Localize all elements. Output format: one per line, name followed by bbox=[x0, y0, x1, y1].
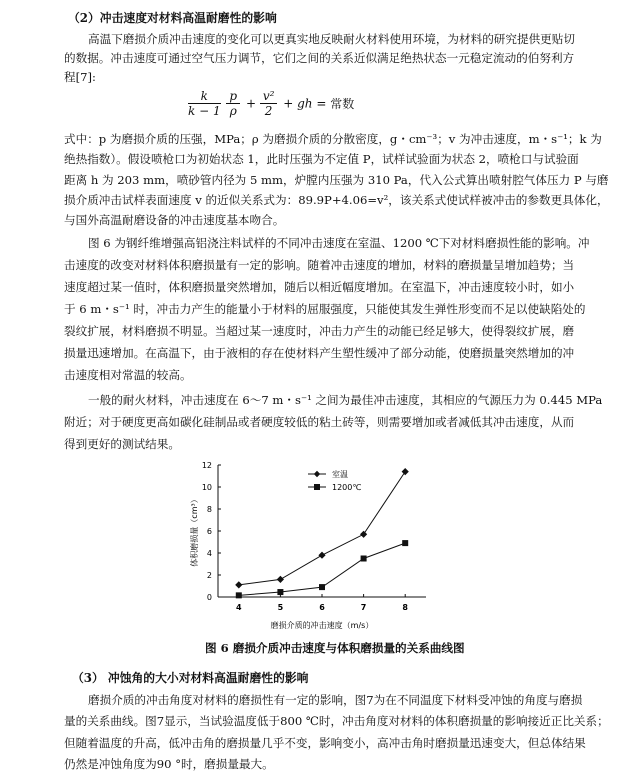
formula-constant: 常数 bbox=[330, 97, 355, 111]
x-tick-label: 7 bbox=[360, 603, 367, 612]
chart-axes bbox=[190, 461, 426, 630]
paragraph-line: 得到更好的测试结果。 bbox=[64, 437, 180, 451]
wear-vs-velocity-chart bbox=[190, 457, 440, 637]
x-tick-label: 4 bbox=[236, 603, 242, 612]
data-point-diamond bbox=[360, 531, 367, 538]
legend-square-marker bbox=[314, 484, 320, 490]
series-line bbox=[239, 472, 405, 585]
formula-denominator: 2 bbox=[264, 104, 273, 118]
formula-numerator: v² bbox=[260, 89, 278, 104]
paragraph-line: 程[7]: bbox=[64, 70, 96, 84]
paragraph-line: 绝热指数）。假设喷枪口为初始状态 1，此时压强为不定值 P，试样试验面为状态 2，喷枪口与试验面 bbox=[64, 152, 579, 166]
legend-label: 室温 bbox=[332, 470, 348, 479]
paragraph-line: 与国外高温耐磨设备的冲击速度基本吻合。 bbox=[64, 213, 285, 227]
paragraph-line: 的数据。冲击速度可通过空气压力调节，它们之间的关系近似满足绝热状态一元稳定流动的伯努利方 bbox=[64, 51, 575, 65]
figure-caption: 图 6 磨损介质冲击速度与体积磨损量的关系曲线图 bbox=[205, 641, 465, 655]
paragraph-line: 高温下磨损介质冲击速度的变化可以更真实地反映耐火材料使用环境，为材料的研究提供更贴切 bbox=[88, 32, 575, 46]
data-point-square bbox=[236, 592, 242, 598]
formula-numerator: p bbox=[226, 89, 240, 104]
formula-fraction bbox=[260, 89, 278, 118]
y-axis-label: 体积磨损量（cm³） bbox=[190, 495, 199, 567]
data-point-diamond bbox=[235, 581, 242, 588]
paragraph-line: 距离 h 为 203 mm，喷砂管内径为 5 mm，炉膛内压强为 310 Pa，代入公式算出喷射腔气体压力 P 与磨 bbox=[64, 173, 609, 187]
section-2-heading: （2）冲击速度对材料高温耐磨性的影响 bbox=[68, 11, 277, 25]
legend-diamond-marker bbox=[314, 471, 320, 477]
y-tick-label: 0 bbox=[206, 593, 212, 602]
y-tick-label: 4 bbox=[206, 549, 212, 558]
paragraph-line: 量的关系曲线。图7显示，当试验温度低于800 ℃时，冲击角度对材料的体积磨损量的影响接近正比关系； bbox=[64, 714, 609, 728]
formula-rest: + gh = bbox=[283, 96, 327, 111]
y-tick-label: 8 bbox=[206, 505, 212, 514]
paragraph-line: 图 6 为钢纤维增强高铝浇注料试样的不同冲击速度在室温、1200 ℃下对材料磨损性能的影响。冲 bbox=[88, 236, 590, 250]
paragraph-line: 击速度相对常温的较高。 bbox=[64, 368, 192, 382]
x-tick-label: 6 bbox=[319, 603, 325, 612]
data-point-diamond bbox=[402, 468, 409, 475]
paragraph-line: 损量迅速增加。在高温下，由于液相的存在使材料产生塑性缓冲了部分动能，使磨损量突然增加的冲 bbox=[64, 346, 575, 360]
data-point-square bbox=[277, 589, 283, 595]
data-point-square bbox=[319, 584, 325, 590]
paragraph-line: 一般的耐火材料，冲击速度在 6～7 m・s⁻¹ 之间为最佳冲击速度，其相应的气源压力为 0.445 MPa bbox=[88, 393, 603, 407]
formula-numerator: k bbox=[188, 89, 221, 104]
paragraph-line: 速度超过某一值时，体积磨损量突然增加，随后以相近幅度增加。在室温下，冲击速度较小时，如小 bbox=[64, 280, 575, 294]
data-point-diamond bbox=[277, 576, 284, 583]
legend-label: 1200℃ bbox=[332, 483, 362, 492]
y-tick-label: 6 bbox=[206, 527, 212, 536]
formula-fraction bbox=[226, 89, 240, 118]
paragraph-line: 仍然是冲蚀角度为90 °时，磨损量最大。 bbox=[64, 757, 274, 771]
data-point-square bbox=[402, 540, 408, 546]
paragraph-line: 但随着温度的升高，低冲击角的磨损量几乎不变，影响变小，高冲击角时磨损量迅速变大，但总体结果 bbox=[64, 736, 586, 750]
formula-fraction bbox=[188, 89, 221, 118]
x-axis-label: 磨损介质的冲击速度（m/s） bbox=[270, 621, 374, 630]
paragraph-line: 附近；对于硬度更高如碳化硅制品或者硬度较低的粘土砖等，则需要增加或者减低其冲击速度，从而 bbox=[64, 415, 575, 429]
x-tick-label: 8 bbox=[402, 603, 408, 612]
paragraph-line: 击速度的改变对材料体积磨损量有一定的影响。随着冲击速度的增加，材料的磨损量呈增加趋势；当 bbox=[64, 258, 575, 272]
y-tick-label: 2 bbox=[206, 571, 212, 580]
paragraph-line: 裂纹扩展，材料磨损不明显。当超过某一速度时，冲击力产生的动能已经足够大，使得裂纹扩展，磨 bbox=[64, 324, 575, 338]
paragraph-line: 于 6 m・s⁻¹ 时，冲击力产生的能量小于材料的屈服强度，只能使其发生弹性形变而不足以使缺陷处的 bbox=[64, 302, 586, 316]
section-3-heading: （3） 冲蚀角的大小对材料高温耐磨性的影响 bbox=[72, 671, 309, 685]
formula-plus: + bbox=[245, 96, 256, 111]
data-point-diamond bbox=[318, 552, 325, 559]
formula-denominator: k − 1 bbox=[188, 104, 221, 118]
chart-marks bbox=[235, 468, 409, 598]
x-tick-label: 5 bbox=[277, 603, 284, 612]
y-tick-label: 10 bbox=[201, 483, 212, 492]
bernoulli-formula bbox=[188, 89, 354, 118]
paragraph-line: 损介质冲击试样表面速度 v 的近似关系式为：89.9P+4.06=v²，该关系式使试样被冲击的参数更具体化， bbox=[64, 193, 609, 207]
chart-legend bbox=[308, 469, 361, 492]
paragraph-line: 式中：p 为磨损介质的压强，MPa；ρ 为磨损介质的分散密度，g・cm⁻³；v 为冲击速度，m・s⁻¹；k 为 bbox=[64, 132, 602, 146]
y-tick-label: 12 bbox=[201, 461, 212, 470]
paragraph-line: 磨损介质的冲击角度对材料的磨损性有一定的影响，图7为在不同温度下材料受冲蚀的角度与磨损 bbox=[88, 693, 583, 707]
formula-denominator: ρ bbox=[229, 104, 237, 118]
data-point-square bbox=[361, 556, 367, 562]
